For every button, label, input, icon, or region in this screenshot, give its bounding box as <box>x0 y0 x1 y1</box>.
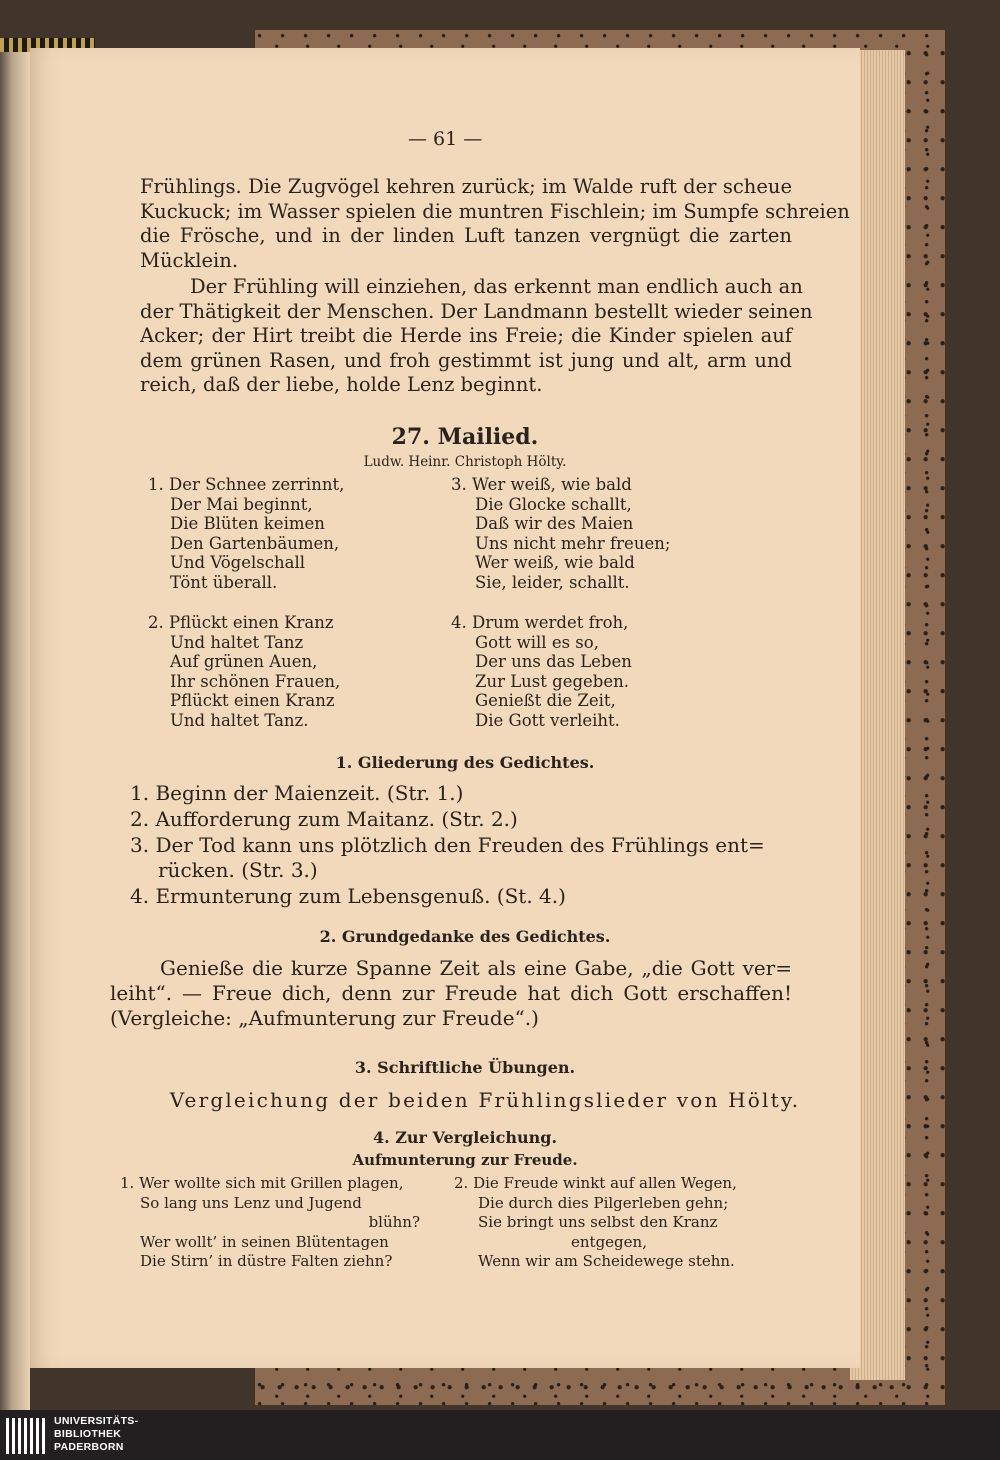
text-line: reich, daß der liebe, holde Lenz beginnt. <box>140 373 543 396</box>
text-line: Mücklein. <box>140 248 239 272</box>
section-heading-main-idea: 2. Grundgedanke des Gedichtes. <box>319 927 611 946</box>
verse-line: Wer weiß, wie bald <box>475 553 635 573</box>
main-idea-text <box>110 956 792 1031</box>
list-item: 1. Beginn der Maienzeit. (Str. 1.) <box>130 781 464 805</box>
poem-stanza-4 <box>451 613 632 731</box>
verse-line: Die durch dies Pilgerleben gehn; <box>478 1193 729 1212</box>
verse-line: 4. Drum werdet froh, <box>451 613 629 632</box>
verse-line: Zur Lust gegeben. <box>475 671 630 691</box>
logo-line: PADERBORN <box>54 1441 124 1453</box>
intro-paragraph <box>140 175 850 273</box>
text-line: die Frösche, und in der linden Luft tanzen vergnügt die zarten <box>140 224 792 247</box>
verse-line: Ihr schönen Frauen, <box>170 671 341 691</box>
verse-line: entgegen, <box>571 1232 647 1251</box>
verse-line: Auf grünen Auen, <box>170 652 318 672</box>
library-footer-bar <box>0 1410 1000 1460</box>
verse-line: So lang uns Lenz und Jugend <box>140 1193 362 1212</box>
verse-line: Die Gott verleiht. <box>475 710 620 730</box>
verse-line: 1. Wer wollte sich mit Grillen plagen, <box>120 1174 404 1192</box>
list-item: 3. Der Tod kann uns plötzlich den Freuden des Frühlings ent= <box>130 832 765 857</box>
verse-line: Und Vögelschall <box>170 553 306 573</box>
verse-line: Tönt überall. <box>170 572 278 592</box>
verse-line: Sie bringt uns selbst den Kranz <box>478 1213 718 1232</box>
verse-line: Pflückt einen Kranz <box>170 691 335 711</box>
text-line: (Vergleiche: „Aufmunterung zur Freude“.) <box>110 1006 539 1030</box>
logo-line: UNIVERSITÄTS- <box>54 1415 139 1427</box>
text-line: Frühlings. Die Zugvögel kehren zurück; im Walde ruft der scheue <box>140 175 792 198</box>
list-item: rücken. (Str. 3.) <box>158 858 318 883</box>
verse-line: Wenn wir am Scheidewege stehn. <box>478 1252 735 1271</box>
poem-title: 27. Mailied. <box>391 424 539 450</box>
exercise-task: Vergleichung der beiden Frühlingslieder von Hölty. <box>169 1088 801 1112</box>
poem-stanza-1 <box>148 475 344 593</box>
book-page <box>30 48 860 1368</box>
verse-line: Genießt die Zeit, <box>475 691 616 711</box>
text-line: der Thätigkeit der Menschen. Der Landmann bestellt wieder seinen <box>140 299 813 323</box>
verse-line: Die Stirn’ in düstre Falten ziehn? <box>140 1252 393 1271</box>
second-paragraph <box>140 275 813 398</box>
verse-line: 3. Wer weiß, wie bald <box>451 475 632 494</box>
section-heading-structure: 1. Gliederung des Gedichtes. <box>335 753 595 772</box>
verse-line: Daß wir des Maien <box>475 514 634 534</box>
verse-line: Und haltet Tanz. <box>170 710 309 730</box>
verse-line: Sie, leider, schallt. <box>475 572 630 592</box>
structure-list <box>130 781 765 910</box>
verse-line: Wer wollt’ in seinen Blütentagen <box>140 1232 389 1251</box>
library-logo-icon <box>6 1418 48 1454</box>
comparison-poem-title: Aufmunterung zur Freude. <box>352 1151 578 1169</box>
verse-line: Die Glocke schallt, <box>475 494 632 514</box>
verse-line: 2. Die Freude winkt auf allen Wegen, <box>454 1174 737 1192</box>
comparison-stanza-1 <box>120 1174 420 1272</box>
text-line: Der Frühling will einziehen, das erkennt man endlich auch an <box>190 275 803 298</box>
text-line: dem grünen Rasen, und froh gestimmt ist jung und alt, arm und <box>140 348 792 372</box>
verse-line: blühn? <box>368 1213 420 1232</box>
text-line: Kuckuck; im Wasser spielen die muntren Fischlein; im Sumpfe schreien <box>140 199 850 223</box>
text-line: Genieße die kurze Spanne Zeit als eine Gabe, „die Gott ver= <box>160 956 792 980</box>
verse-line: Der uns das Leben <box>475 652 632 672</box>
poem-stanza-2 <box>148 613 340 731</box>
verse-line: Gott will es so, <box>475 632 599 652</box>
list-item: 4. Ermunterung zum Lebensgenuß. (St. 4.) <box>130 884 566 909</box>
verse-line: 2. Pflückt einen Kranz <box>148 613 334 632</box>
verse-line: Und haltet Tanz <box>170 632 304 652</box>
verse-line: 1. Der Schnee zerrinnt, <box>148 475 345 494</box>
left-page-edge <box>0 40 30 1410</box>
logo-line: BIBLIOTHEK <box>54 1428 122 1440</box>
text-line: leiht“. — Freue dich, denn zur Freude hat dich Gott erschaffen! <box>110 981 792 1005</box>
list-item: 2. Aufforderung zum Maitanz. (Str. 2.) <box>130 806 518 831</box>
comparison-stanza-2 <box>454 1174 764 1272</box>
verse-line: Den Gartenbäumen, <box>170 533 340 553</box>
library-logo-text <box>54 1415 138 1454</box>
verse-line: Der Mai beginnt, <box>170 494 313 514</box>
text-line: Acker; der Hirt treibt die Herde ins Freie; die Kinder spielen auf <box>140 324 792 347</box>
poem-stanza-3 <box>451 475 670 593</box>
section-heading-comparison: 4. Zur Vergleichung. <box>372 1128 558 1147</box>
poem-author: Ludw. Heinr. Christoph Hölty. <box>363 454 567 470</box>
verse-line: Uns nicht mehr freuen; <box>475 533 671 553</box>
page-number: — 61 — <box>408 128 483 150</box>
section-heading-exercises: 3. Schriftliche Übungen. <box>354 1058 576 1077</box>
verse-line: Die Blüten keimen <box>170 514 325 534</box>
